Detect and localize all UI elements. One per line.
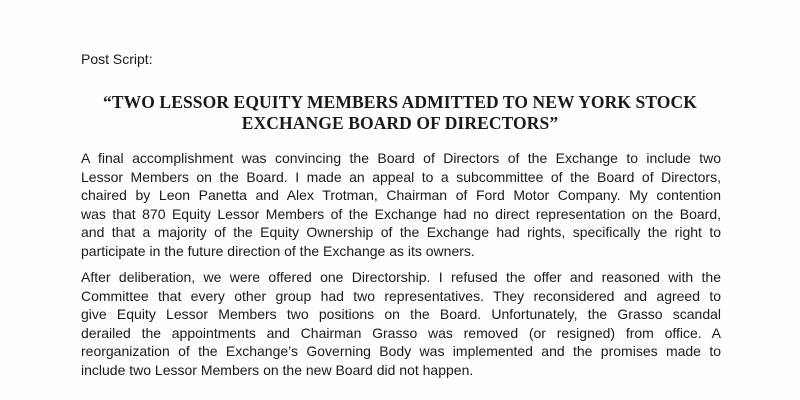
- heading-line-1: “TWO LESSOR EQUITY MEMBERS ADMITTED TO NEW YORK STOCK: [103, 92, 697, 112]
- paragraph-line: Committee that every other group had two representatives. They reconsidered and agreed to: [81, 287, 721, 304]
- paragraph-line: After deliberation, we were offered one Directorship. I refused the offer and reasoned with the: [81, 269, 721, 285]
- document-heading: [60, 92, 740, 134]
- paragraph-line: chaired by Leon Panetta and Alex Trotman, Chairman of Ford Motor Company. My contention: [81, 187, 721, 203]
- paragraph-line: reorganization of the Exchange’s Governing Body was implemented and the promises made to: [81, 343, 721, 359]
- heading-line-2: EXCHANGE BOARD OF DIRECTORS”: [241, 113, 559, 133]
- paragraph-line: give Equity Lessor Members two positions on the Board. Unfortunately, the Grasso scandal: [81, 306, 721, 322]
- paragraph-1: [81, 149, 721, 260]
- paragraph-line: Lessor Members on the Board. I made an appeal to a subcommittee of the Board of Directors,: [81, 168, 721, 185]
- paragraph-line: derailed the appointments and Chairman Grasso was removed (or resigned) from office. A: [81, 324, 721, 341]
- paragraph-line: and that a majority of the Equity Ownership of the Exchange had rights, specifically the right to: [81, 224, 721, 240]
- paragraph-2: [81, 268, 721, 379]
- paragraph-line: participate in the future direction of the Exchange as its owners.: [81, 242, 475, 259]
- paragraph-line: A final accomplishment was convincing the Board of Directors of the Exchange to include two: [81, 150, 721, 166]
- paragraph-line: was that 870 Equity Lessor Members of the Exchange had no direct representation on the Board,: [81, 205, 721, 222]
- paragraph-line: include two Lessor Members on the new Board did not happen.: [81, 361, 474, 378]
- postscript-label: Post Script:: [81, 51, 153, 67]
